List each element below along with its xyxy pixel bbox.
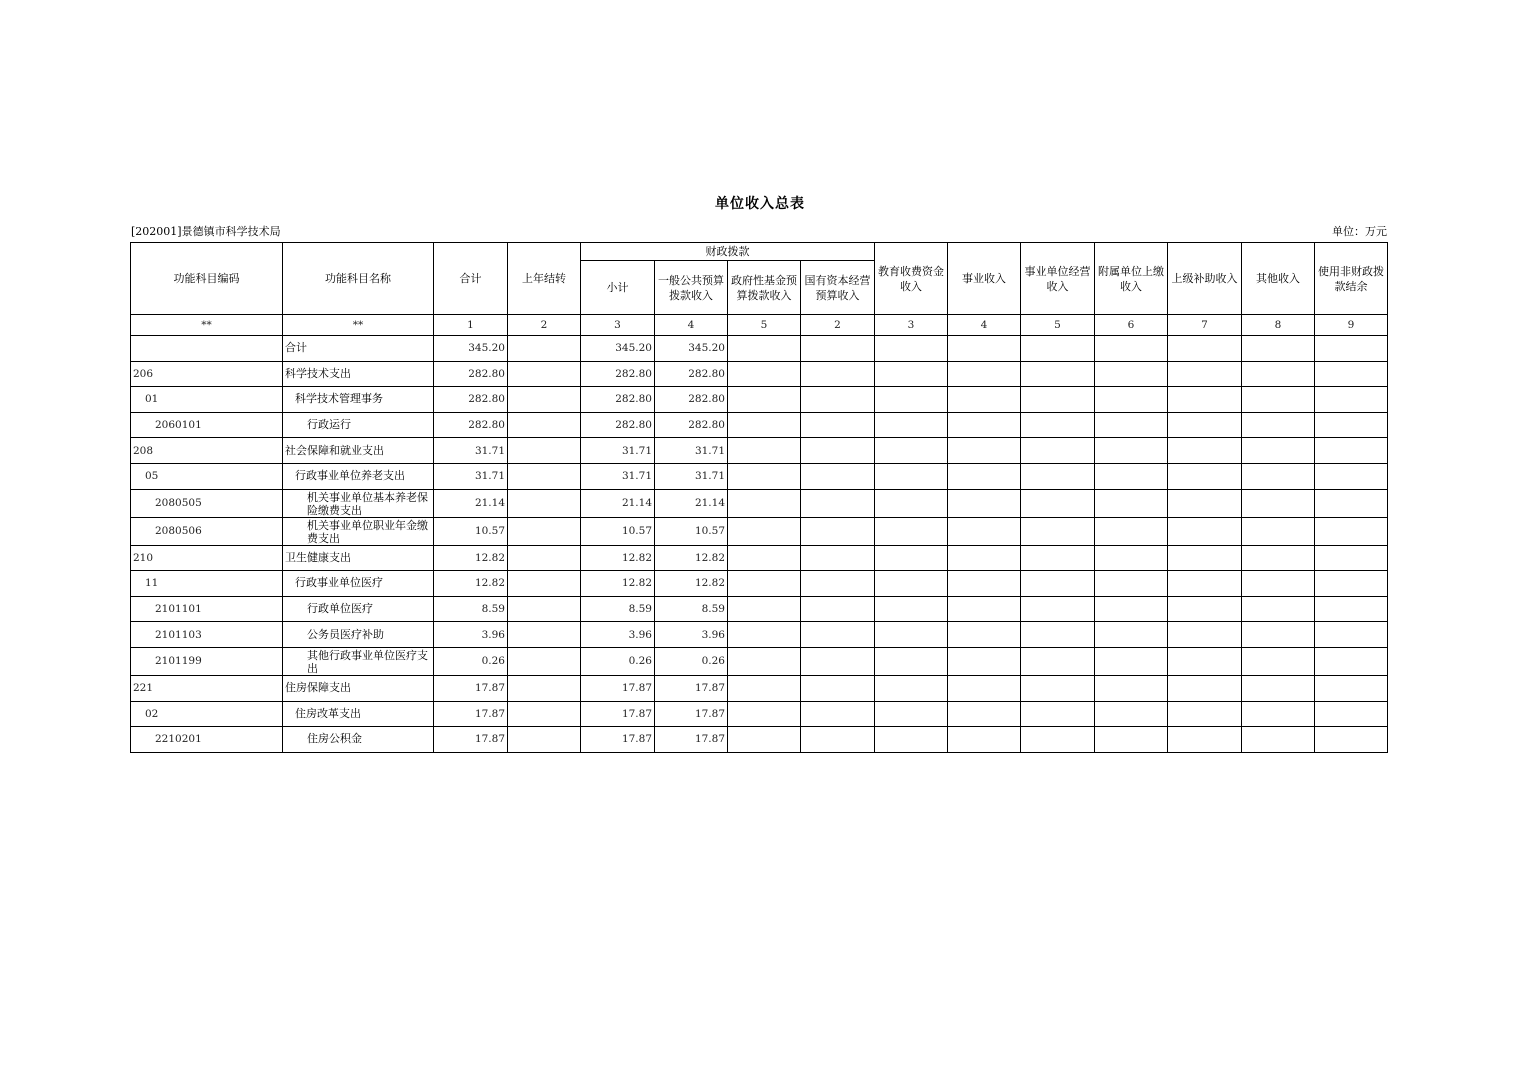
row-carryover (508, 622, 581, 648)
row-empty-cell (728, 463, 801, 489)
row-subtotal: 12.82 (581, 571, 655, 597)
row-name: 行政运行 (283, 412, 434, 438)
row-empty-cell (948, 438, 1021, 464)
row-general-budget: 282.80 (655, 387, 728, 413)
row-empty-cell (875, 727, 948, 753)
header-general-budget: 一般公共预算拨款收入 (655, 261, 728, 315)
row-empty-cell (728, 517, 801, 545)
row-empty-cell (801, 622, 875, 648)
row-empty-cell (948, 412, 1021, 438)
row-empty-cell (1168, 727, 1242, 753)
row-empty-cell (1242, 438, 1315, 464)
row-total: 282.80 (434, 387, 508, 413)
row-empty-cell (1168, 412, 1242, 438)
row-empty-cell (1168, 701, 1242, 727)
row-empty-cell (728, 675, 801, 701)
row-subtotal: 12.82 (581, 545, 655, 571)
row-carryover (508, 701, 581, 727)
table-row (131, 438, 1388, 464)
table-row (131, 727, 1388, 753)
row-empty-cell (1095, 412, 1168, 438)
row-empty-cell (1168, 596, 1242, 622)
row-empty-cell (728, 727, 801, 753)
row-empty-cell (728, 622, 801, 648)
row-total: 0.26 (434, 647, 508, 675)
row-empty-cell (1095, 727, 1168, 753)
row-carryover (508, 727, 581, 753)
index-cell: 5 (728, 315, 801, 336)
row-empty-cell (1021, 675, 1095, 701)
row-carryover (508, 412, 581, 438)
row-empty-cell (801, 647, 875, 675)
row-general-budget: 10.57 (655, 517, 728, 545)
row-empty-cell (1315, 361, 1388, 387)
row-empty-cell (1242, 463, 1315, 489)
row-carryover (508, 489, 581, 517)
index-cell: 5 (1021, 315, 1095, 336)
row-code: 2060101 (131, 412, 283, 438)
index-cell: 1 (434, 315, 508, 336)
row-code: 2080506 (131, 517, 283, 545)
header-business-operation: 事业单位经营收入 (1021, 243, 1095, 315)
row-total: 17.87 (434, 701, 508, 727)
row-general-budget: 31.71 (655, 438, 728, 464)
row-empty-cell (1242, 336, 1315, 362)
row-empty-cell (1168, 387, 1242, 413)
row-empty-cell (948, 489, 1021, 517)
row-name: 科学技术管理事务 (283, 387, 434, 413)
row-empty-cell (1242, 701, 1315, 727)
row-subtotal: 282.80 (581, 387, 655, 413)
index-cell: 2 (508, 315, 581, 336)
row-subtotal: 17.87 (581, 701, 655, 727)
row-empty-cell (1021, 545, 1095, 571)
header-gov-fund: 政府性基金预算拨款收入 (728, 261, 801, 315)
row-empty-cell (801, 463, 875, 489)
row-empty-cell (1168, 361, 1242, 387)
row-subtotal: 3.96 (581, 622, 655, 648)
row-code: 2210201 (131, 727, 283, 753)
row-empty-cell (728, 701, 801, 727)
header-subtotal: 小计 (581, 261, 655, 315)
page-title: 单位收入总表 (715, 196, 805, 212)
table-row (131, 647, 1388, 675)
row-empty-cell (1315, 517, 1388, 545)
row-empty-cell (1021, 336, 1095, 362)
row-empty-cell (1315, 463, 1388, 489)
row-empty-cell (728, 412, 801, 438)
row-general-budget: 345.20 (655, 336, 728, 362)
header-state-capital: 国有资本经营预算收入 (801, 261, 875, 315)
row-empty-cell (1168, 336, 1242, 362)
row-code: 2101199 (131, 647, 283, 675)
row-empty-cell (1315, 622, 1388, 648)
row-empty-cell (1095, 387, 1168, 413)
row-empty-cell (1242, 647, 1315, 675)
row-empty-cell (1021, 571, 1095, 597)
index-cell: 8 (1242, 315, 1315, 336)
row-name: 社会保障和就业支出 (283, 438, 434, 464)
row-general-budget: 282.80 (655, 412, 728, 438)
row-empty-cell (948, 727, 1021, 753)
row-empty-cell (801, 361, 875, 387)
row-subtotal: 8.59 (581, 596, 655, 622)
index-cell: 4 (655, 315, 728, 336)
table-row (131, 336, 1388, 362)
row-empty-cell (1095, 675, 1168, 701)
row-empty-cell (1168, 622, 1242, 648)
row-empty-cell (728, 336, 801, 362)
header-other-income: 其他收入 (1242, 243, 1315, 315)
row-general-budget: 3.96 (655, 622, 728, 648)
row-subtotal: 282.80 (581, 361, 655, 387)
row-empty-cell (875, 387, 948, 413)
row-name: 行政事业单位养老支出 (283, 463, 434, 489)
header-subordinate-payment: 附属单位上缴收入 (1095, 243, 1168, 315)
row-empty-cell (1168, 489, 1242, 517)
row-empty-cell (948, 622, 1021, 648)
row-empty-cell (1168, 438, 1242, 464)
table-row (131, 545, 1388, 571)
table-row (131, 701, 1388, 727)
index-cell: 9 (1315, 315, 1388, 336)
row-empty-cell (1021, 387, 1095, 413)
header-row-1 (131, 243, 1388, 261)
row-empty-cell (1021, 701, 1095, 727)
row-empty-cell (1242, 727, 1315, 753)
header-non-fiscal-balance: 使用非财政拨款结余 (1315, 243, 1388, 315)
row-general-budget: 31.71 (655, 463, 728, 489)
row-empty-cell (1021, 438, 1095, 464)
index-cell: 3 (581, 315, 655, 336)
row-empty-cell (875, 701, 948, 727)
row-empty-cell (1021, 489, 1095, 517)
row-empty-cell (1168, 517, 1242, 545)
table-row (131, 489, 1388, 517)
index-cell: 6 (1095, 315, 1168, 336)
row-empty-cell (1021, 361, 1095, 387)
row-general-budget: 12.82 (655, 545, 728, 571)
row-empty-cell (728, 489, 801, 517)
row-carryover (508, 387, 581, 413)
row-empty-cell (801, 571, 875, 597)
row-name: 机关事业单位基本养老保险缴费支出 (283, 489, 434, 517)
row-empty-cell (1095, 489, 1168, 517)
row-empty-cell (728, 647, 801, 675)
row-empty-cell (875, 438, 948, 464)
row-empty-cell (1168, 647, 1242, 675)
index-cell: 3 (875, 315, 948, 336)
row-total: 3.96 (434, 622, 508, 648)
income-table (130, 242, 1388, 753)
row-general-budget: 17.87 (655, 701, 728, 727)
row-empty-cell (1021, 412, 1095, 438)
index-cell: ** (131, 315, 283, 336)
row-empty-cell (875, 571, 948, 597)
row-total: 10.57 (434, 517, 508, 545)
row-code: 01 (131, 387, 283, 413)
row-empty-cell (801, 336, 875, 362)
row-empty-cell (1242, 489, 1315, 517)
row-empty-cell (801, 675, 875, 701)
row-total: 282.80 (434, 412, 508, 438)
row-general-budget: 282.80 (655, 361, 728, 387)
row-name: 其他行政事业单位医疗支出 (283, 647, 434, 675)
row-total: 17.87 (434, 727, 508, 753)
row-empty-cell (875, 545, 948, 571)
table-row (131, 361, 1388, 387)
row-empty-cell (1095, 438, 1168, 464)
row-code: 05 (131, 463, 283, 489)
row-subtotal: 21.14 (581, 489, 655, 517)
row-total: 17.87 (434, 675, 508, 701)
row-empty-cell (1315, 489, 1388, 517)
row-empty-cell (1315, 336, 1388, 362)
row-empty-cell (1315, 701, 1388, 727)
row-empty-cell (1095, 571, 1168, 597)
row-general-budget: 12.82 (655, 571, 728, 597)
row-empty-cell (948, 596, 1021, 622)
row-name: 卫生健康支出 (283, 545, 434, 571)
row-carryover (508, 675, 581, 701)
row-carryover (508, 647, 581, 675)
row-empty-cell (728, 571, 801, 597)
row-empty-cell (801, 387, 875, 413)
row-total: 8.59 (434, 596, 508, 622)
row-name: 行政单位医疗 (283, 596, 434, 622)
row-empty-cell (1021, 463, 1095, 489)
row-empty-cell (1095, 463, 1168, 489)
header-total: 合计 (434, 243, 508, 315)
row-empty-cell (801, 517, 875, 545)
row-carryover (508, 571, 581, 597)
row-empty-cell (1021, 596, 1095, 622)
row-code: 208 (131, 438, 283, 464)
row-general-budget: 17.87 (655, 727, 728, 753)
row-empty-cell (875, 517, 948, 545)
unit-name: [202001]景德镇市科学技术局 (131, 225, 281, 238)
row-empty-cell (1095, 647, 1168, 675)
row-empty-cell (1168, 545, 1242, 571)
table-row (131, 412, 1388, 438)
table-row (131, 463, 1388, 489)
row-empty-cell (1315, 571, 1388, 597)
row-empty-cell (1021, 727, 1095, 753)
row-name: 住房保障支出 (283, 675, 434, 701)
row-code: 2101103 (131, 622, 283, 648)
row-subtotal: 31.71 (581, 438, 655, 464)
row-carryover (508, 361, 581, 387)
row-empty-cell (875, 361, 948, 387)
row-empty-cell (948, 701, 1021, 727)
row-carryover (508, 545, 581, 571)
row-empty-cell (948, 647, 1021, 675)
row-empty-cell (1242, 517, 1315, 545)
row-empty-cell (948, 517, 1021, 545)
table-row (131, 675, 1388, 701)
row-subtotal: 10.57 (581, 517, 655, 545)
row-empty-cell (728, 387, 801, 413)
row-empty-cell (948, 571, 1021, 597)
header-education-fee: 教育收费资金收入 (875, 243, 948, 315)
header-business-income: 事业收入 (948, 243, 1021, 315)
row-empty-cell (728, 545, 801, 571)
row-empty-cell (1242, 387, 1315, 413)
row-empty-cell (948, 361, 1021, 387)
row-name: 科学技术支出 (283, 361, 434, 387)
row-empty-cell (875, 675, 948, 701)
row-empty-cell (875, 336, 948, 362)
row-empty-cell (875, 489, 948, 517)
row-empty-cell (728, 438, 801, 464)
row-code: 02 (131, 701, 283, 727)
row-total: 282.80 (434, 361, 508, 387)
index-cell: 2 (801, 315, 875, 336)
row-empty-cell (1095, 622, 1168, 648)
row-code: 206 (131, 361, 283, 387)
row-empty-cell (1315, 647, 1388, 675)
header-superior-subsidy: 上级补助收入 (1168, 243, 1242, 315)
row-empty-cell (948, 675, 1021, 701)
row-general-budget: 8.59 (655, 596, 728, 622)
row-empty-cell (1095, 336, 1168, 362)
row-empty-cell (1242, 596, 1315, 622)
row-empty-cell (1095, 545, 1168, 571)
table-row (131, 571, 1388, 597)
row-empty-cell (801, 412, 875, 438)
row-general-budget: 21.14 (655, 489, 728, 517)
row-empty-cell (948, 463, 1021, 489)
row-carryover (508, 336, 581, 362)
row-empty-cell (1242, 412, 1315, 438)
row-empty-cell (801, 596, 875, 622)
row-general-budget: 17.87 (655, 675, 728, 701)
row-empty-cell (728, 361, 801, 387)
unit-label: 单位：万元 (1332, 225, 1387, 238)
row-total: 12.82 (434, 571, 508, 597)
header-name: 功能科目名称 (283, 243, 434, 315)
row-name: 合计 (283, 336, 434, 362)
row-subtotal: 17.87 (581, 675, 655, 701)
row-empty-cell (1242, 622, 1315, 648)
row-empty-cell (1315, 675, 1388, 701)
row-name: 公务员医疗补助 (283, 622, 434, 648)
row-empty-cell (1021, 647, 1095, 675)
row-carryover (508, 438, 581, 464)
row-subtotal: 17.87 (581, 727, 655, 753)
row-subtotal: 345.20 (581, 336, 655, 362)
row-subtotal: 282.80 (581, 412, 655, 438)
row-total: 12.82 (434, 545, 508, 571)
row-empty-cell (875, 463, 948, 489)
row-code: 11 (131, 571, 283, 597)
row-empty-cell (948, 336, 1021, 362)
table-row (131, 622, 1388, 648)
header-carryover: 上年结转 (508, 243, 581, 315)
index-cell: ** (283, 315, 434, 336)
row-code: 210 (131, 545, 283, 571)
row-empty-cell (1242, 675, 1315, 701)
row-name: 住房公积金 (283, 727, 434, 753)
row-empty-cell (801, 489, 875, 517)
row-name: 机关事业单位职业年金缴费支出 (283, 517, 434, 545)
table-row (131, 387, 1388, 413)
row-empty-cell (948, 387, 1021, 413)
row-empty-cell (1095, 596, 1168, 622)
index-cell: 7 (1168, 315, 1242, 336)
row-empty-cell (1021, 517, 1095, 545)
row-empty-cell (1315, 727, 1388, 753)
row-empty-cell (875, 622, 948, 648)
row-empty-cell (875, 596, 948, 622)
row-empty-cell (1315, 438, 1388, 464)
row-empty-cell (1095, 517, 1168, 545)
index-cell: 4 (948, 315, 1021, 336)
row-empty-cell (1095, 361, 1168, 387)
row-code: 2080505 (131, 489, 283, 517)
row-empty-cell (801, 701, 875, 727)
row-code (131, 336, 283, 362)
row-code: 2101101 (131, 596, 283, 622)
header-fiscal-group: 财政拨款 (581, 243, 875, 261)
table-row (131, 517, 1388, 545)
row-empty-cell (1315, 387, 1388, 413)
row-empty-cell (875, 647, 948, 675)
row-empty-cell (801, 545, 875, 571)
row-total: 345.20 (434, 336, 508, 362)
row-total: 31.71 (434, 463, 508, 489)
row-empty-cell (801, 438, 875, 464)
row-empty-cell (948, 545, 1021, 571)
row-empty-cell (1095, 701, 1168, 727)
row-empty-cell (1315, 545, 1388, 571)
row-total: 21.14 (434, 489, 508, 517)
row-empty-cell (1168, 463, 1242, 489)
row-general-budget: 0.26 (655, 647, 728, 675)
row-name: 住房改革支出 (283, 701, 434, 727)
index-row (131, 315, 1388, 336)
row-empty-cell (875, 412, 948, 438)
row-empty-cell (1242, 361, 1315, 387)
table-row (131, 596, 1388, 622)
row-empty-cell (1021, 622, 1095, 648)
row-name: 行政事业单位医疗 (283, 571, 434, 597)
row-empty-cell (1168, 571, 1242, 597)
row-empty-cell (1242, 545, 1315, 571)
row-subtotal: 31.71 (581, 463, 655, 489)
row-empty-cell (1315, 412, 1388, 438)
row-subtotal: 0.26 (581, 647, 655, 675)
header-code: 功能科目编码 (131, 243, 283, 315)
row-empty-cell (801, 727, 875, 753)
row-empty-cell (1168, 675, 1242, 701)
row-code: 221 (131, 675, 283, 701)
row-empty-cell (1315, 596, 1388, 622)
row-carryover (508, 517, 581, 545)
row-empty-cell (1242, 571, 1315, 597)
row-empty-cell (728, 596, 801, 622)
row-carryover (508, 596, 581, 622)
row-total: 31.71 (434, 438, 508, 464)
row-carryover (508, 463, 581, 489)
